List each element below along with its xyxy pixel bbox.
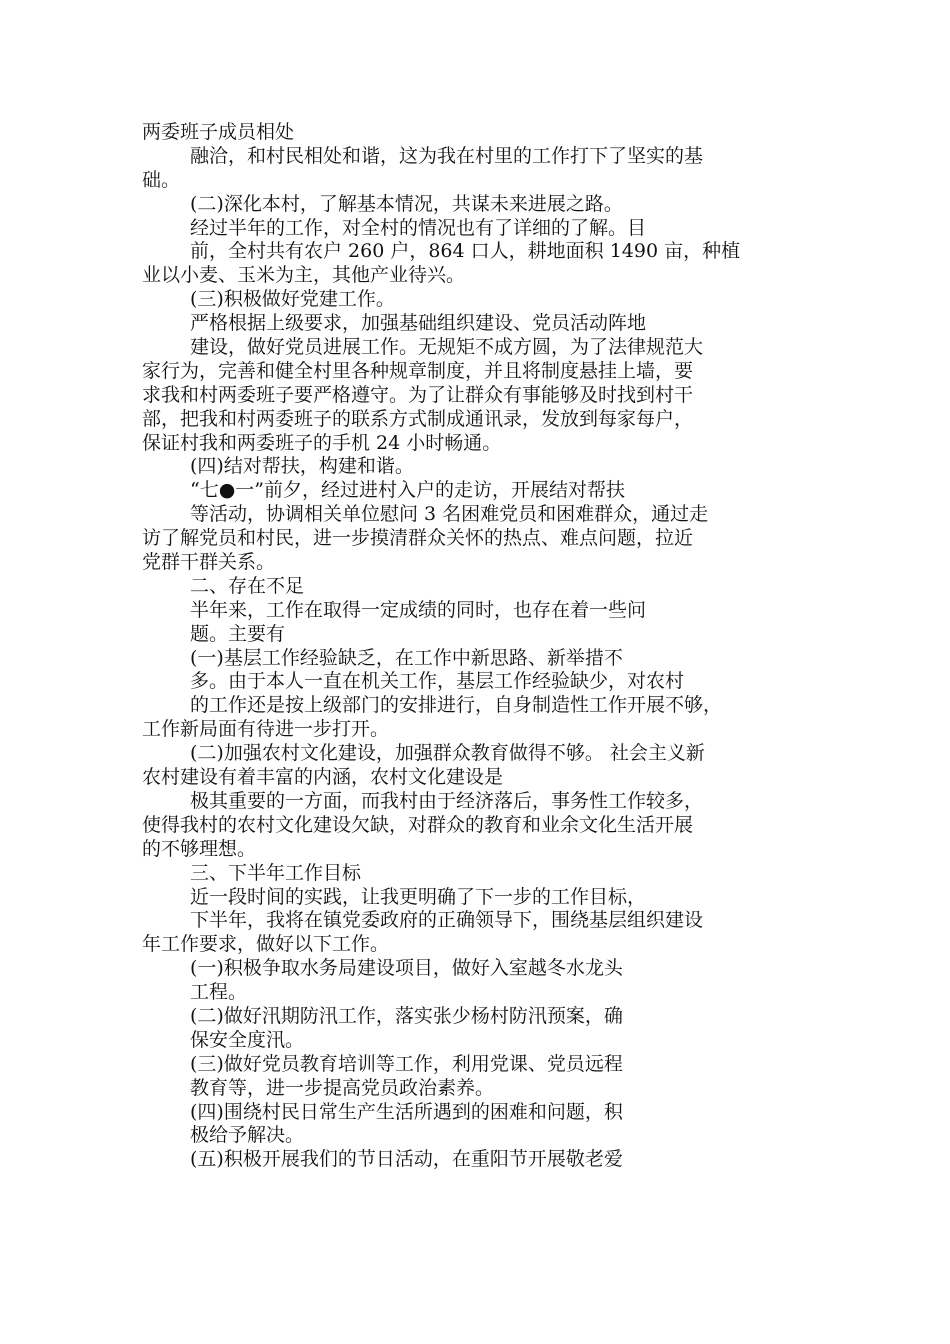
text-line: (二)深化本村，了解基本情况，共谋未来进展之路。 — [190, 192, 623, 215]
text-line: 年工作要求，做好以下工作。 — [142, 933, 390, 956]
text-line: 农村建设有着丰富的内涵，农村文化建设是 — [142, 766, 504, 789]
text-line: 下半年，我将在镇党委政府的正确领导下，围绕基层组织建设 — [190, 909, 704, 932]
text-line: (四)结对帮扶，构建和谐。 — [190, 455, 414, 478]
text-line: 近一段时间的实践，让我更明确了下一步的工作目标， — [190, 885, 647, 908]
text-line: 极给予解决。 — [190, 1124, 305, 1147]
text-line: (三)做好党员教育培训等工作，利用党课、党员远程 — [190, 1052, 623, 1075]
text-line: (一)积极争取水务局建设项目，做好入室越冬水龙头 — [190, 957, 623, 980]
text-line: 使得我村的农村文化建设欠缺，对群众的教育和业余文化生活开展 — [142, 813, 694, 836]
text-line: 础。 — [142, 168, 181, 191]
text-line: 三、下半年工作目标 — [190, 861, 362, 884]
text-line: 工作新局面有待进一步打开。 — [142, 718, 390, 741]
text-line: (五)积极开展我们的节日活动，在重阳节开展敬老爱 — [190, 1148, 623, 1171]
text-line: 的不够理想。 — [142, 837, 257, 860]
document-body — [142, 121, 822, 1172]
text-line: 求我和村两委班子要严格遵守。为了让群众有事能够及时找到村干 — [142, 383, 694, 406]
text-line: 等活动，协调相关单位慰问 3 名困难党员和困难群众，通过走 — [190, 503, 709, 526]
text-line: 部，把我和村两委班子的联系方式制成通讯录，发放到每家每户， — [142, 407, 694, 430]
text-line: 严格根据上级要求，加强基础组织建设、党员活动阵地 — [190, 312, 647, 335]
text-line: (二)做好汛期防汛工作，落实张少杨村防汛预案，确 — [190, 1004, 623, 1027]
text-line: 业以小麦、玉米为主，其他产业待兴。 — [142, 264, 466, 287]
text-line: 的工作还是按上级部门的安排进行，自身制造性工作开展不够， — [190, 694, 723, 717]
text-line: 保安全度汛。 — [190, 1028, 305, 1051]
text-line: 访了解党员和村民，进一步摸清群众关怀的热点、难点问题，拉近 — [142, 527, 694, 550]
text-line: 家行为，完善和健全村里各种规章制度，并且将制度悬挂上墙，要 — [142, 359, 694, 382]
text-line: 经过半年的工作，对全村的情况也有了详细的了解。目 — [190, 216, 647, 239]
text-line: 题。主要有 — [190, 622, 286, 645]
text-line: (四)围绕村民日常生产生活所遇到的困难和问题，积 — [190, 1100, 623, 1123]
text-line: 工程。 — [190, 981, 248, 1004]
text-line: (三)积极做好党建工作。 — [190, 288, 395, 311]
text-line: 建设，做好党员进展工作。无规矩不成方圆，为了法律规范大 — [190, 336, 704, 359]
text-line: 前，全村共有农户 260 户，864 口人，耕地面积 1490 亩，种植 — [190, 240, 741, 263]
text-line: (一)基层工作经验缺乏，在工作中新思路、新举措不 — [190, 646, 623, 669]
text-line: 保证村我和两委班子的手机 24 小时畅通。 — [142, 431, 502, 454]
text-line: 党群干群关系。 — [142, 551, 276, 574]
text-line: 两委班子成员相处 — [142, 121, 295, 143]
text-line: 教育等，进一步提高党员政治素养。 — [190, 1076, 495, 1099]
text-line: 半年来，工作在取得一定成绩的同时，也存在着一些问 — [190, 598, 647, 621]
text-line: 极其重要的一方面，而我村由于经济落后，事务性工作较多， — [190, 789, 704, 812]
text-line: 二、存在不足 — [190, 574, 305, 597]
text-line: 多。由于本人一直在机关工作，基层工作经验缺少，对农村 — [190, 670, 685, 693]
text-line: (二)加强农村文化建设，加强群众教育做得不够。 社会主义新 — [190, 742, 705, 765]
text-line: 融洽，和村民相处和谐，这为我在村里的工作打下了坚实的基 — [190, 144, 704, 167]
text-line: “七●一”前夕，经过进村入户的走访，开展结对帮扶 — [190, 479, 626, 502]
